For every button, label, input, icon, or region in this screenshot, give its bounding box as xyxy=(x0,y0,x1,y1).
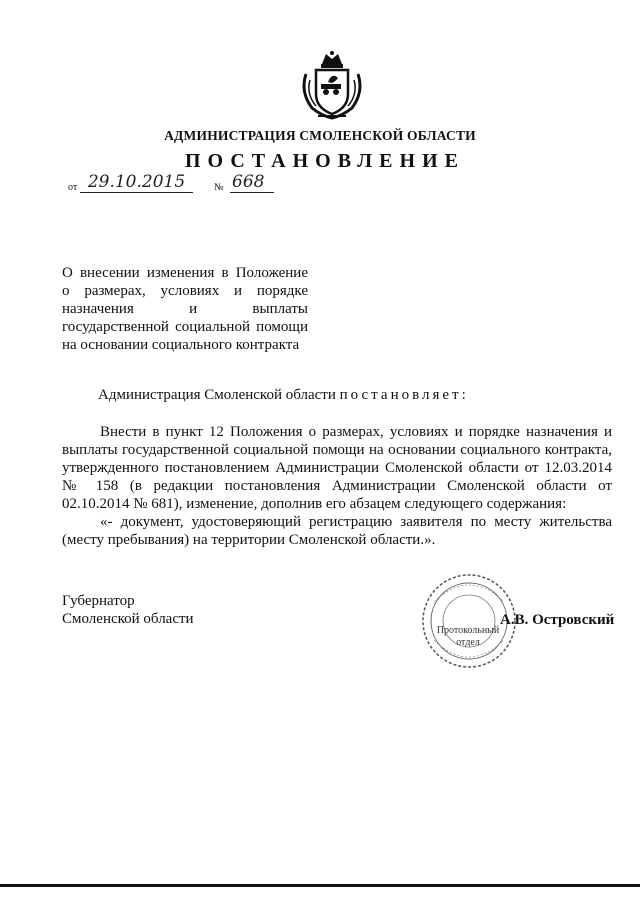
signer-title-line: Смоленской области xyxy=(62,611,194,627)
signer-title-line: Губернатор xyxy=(62,593,135,609)
document-date: 29.10.2015 xyxy=(80,172,193,193)
preamble-lead: Администрация Смоленской области xyxy=(98,387,336,403)
preamble xyxy=(98,387,469,404)
document-type-heading: ПОСТАНОВЛЕНИЕ xyxy=(185,150,465,172)
date-prefix: от xyxy=(68,182,78,193)
number-prefix: № xyxy=(214,182,224,193)
document-number: 668 xyxy=(230,172,274,193)
org-title: АДМИНИСТРАЦИЯ СМОЛЕНСКОЙ ОБЛАСТИ xyxy=(164,128,476,143)
body-paragraph: Внести в пункт 12 Положения о размерах, условиях и порядке назначения и выплаты государственной социальной помощи на основании социального контракта, утвержденного постановлением Администрации Смоленской области от 12.03.2014 № 158 (в редакции постановления Администрации Смоленской области от 02.10.2014 № 681), изменение, дополнив его абзацем следующего содержания: xyxy=(62,424,612,512)
stamp-line: Протокольный xyxy=(436,625,500,636)
signer-name: А.В. Островский xyxy=(500,612,615,628)
preamble-verb: постановляет: xyxy=(339,387,469,403)
page-bottom-rule xyxy=(0,884,640,887)
smolensk-coat-of-arms-icon xyxy=(298,50,366,122)
subject-line: государственной социальной помощи xyxy=(62,319,308,335)
subject-line: на основании социального контракта xyxy=(62,337,300,353)
stamp-text xyxy=(430,625,506,649)
subject-line: О внесении изменения в Положение xyxy=(62,265,308,281)
subject-line: назначения и выплаты xyxy=(62,301,308,317)
signer-title xyxy=(62,592,194,628)
document-subject xyxy=(62,264,308,354)
body-paragraph: «- документ, удостоверяющий регистрацию заявителя по месту жительства (месту пребывания) на территории Смоленской области.». xyxy=(62,514,612,548)
stamp-line: отдел xyxy=(456,637,480,648)
document-body xyxy=(62,423,612,549)
subject-line: о размерах, условиях и порядке xyxy=(62,283,308,299)
